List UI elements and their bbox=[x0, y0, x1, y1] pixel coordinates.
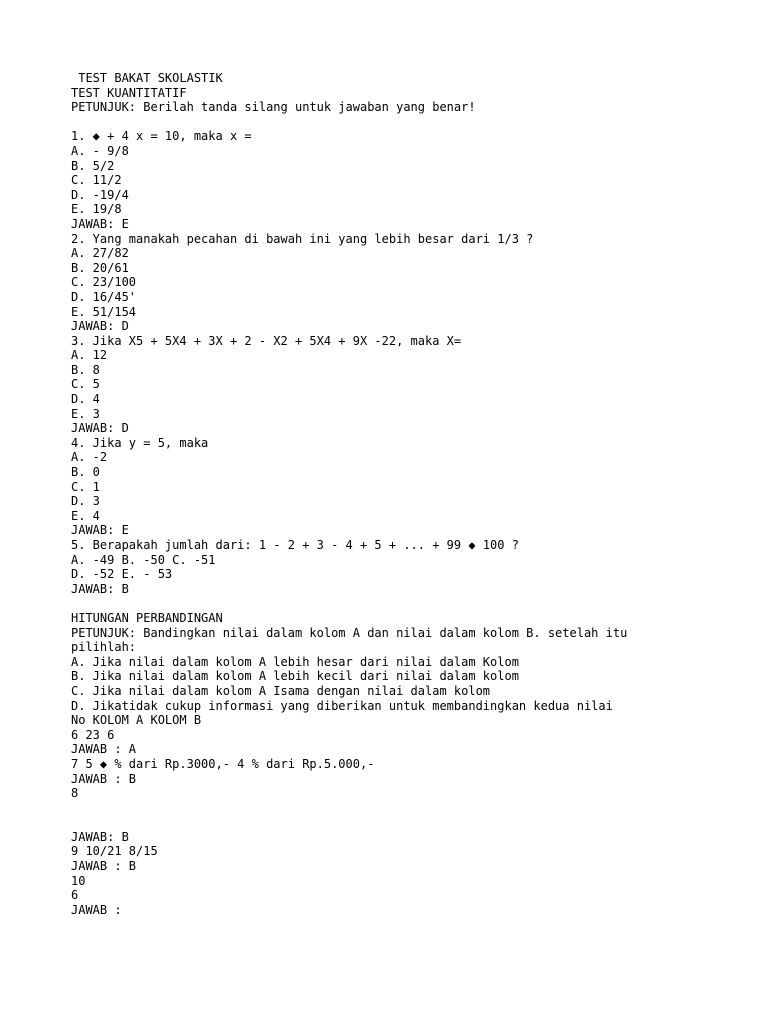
answer-text: JAWAB: E bbox=[71, 523, 129, 538]
option-text: A. 12 bbox=[71, 348, 108, 363]
option-text: E. 3 bbox=[71, 406, 100, 421]
section-heading: HITUNGAN PERBANDINGAN bbox=[71, 610, 223, 625]
answer-text: JAWAB: D bbox=[71, 421, 129, 436]
option-text: C. 11/2 bbox=[71, 173, 122, 188]
option-text: B. 0 bbox=[71, 465, 100, 480]
table-row: 6 bbox=[71, 888, 79, 903]
rule-text: D. Jikatidak cukup informasi yang diberikan untuk membandingkan kedua nilai bbox=[71, 698, 613, 713]
option-text: C. 1 bbox=[71, 479, 100, 494]
option-text: D. -19/4 bbox=[71, 187, 129, 202]
option-text: A. -49 B. -50 C. -51 bbox=[71, 552, 216, 567]
instruction-text: PETUNJUK: Bandingkan nilai dalam kolom A dan nilai dalam kolom B. setelah itu bbox=[71, 625, 628, 640]
option-text: E. 4 bbox=[71, 508, 100, 523]
question-text: 3. Jika X5 + 5X4 + 3X + 2 - X2 + 5X4 + 9X -22, maka X= bbox=[71, 333, 462, 348]
option-text: B. 5/2 bbox=[71, 158, 115, 173]
option-text: B. 20/61 bbox=[71, 260, 129, 275]
table-row: 9 10/21 8/15 bbox=[71, 844, 158, 859]
instruction-text: PETUNJUK: Berilah tanda silang untuk jawaban yang benar! bbox=[71, 100, 476, 115]
option-text: D. -52 E. - 53 bbox=[71, 567, 173, 582]
table-header: No KOLOM A KOLOM B bbox=[71, 713, 202, 728]
table-row: 8 bbox=[71, 786, 79, 801]
answer-text: JAWAB: D bbox=[71, 319, 129, 334]
document-title: TEST BAKAT SKOLASTIK bbox=[71, 71, 223, 85]
answer-text: JAWAB : B bbox=[71, 859, 137, 874]
option-text: D. 16/45' bbox=[71, 289, 137, 304]
question-text: 5. Berapakah jumlah dari: 1 - 2 + 3 - 4 + 5 + ... + 99 ◆ 100 ? bbox=[71, 538, 519, 552]
answer-text: JAWAB : bbox=[71, 902, 122, 917]
document-subtitle: TEST KUANTITATIF bbox=[71, 85, 187, 100]
option-text: D. 4 bbox=[71, 392, 100, 407]
option-text: A. 27/82 bbox=[71, 246, 129, 261]
answer-text: JAWAB : A bbox=[71, 742, 137, 757]
rule-text: A. Jika nilai dalam kolom A lebih hesar dari nilai dalam Kolom bbox=[71, 654, 519, 669]
option-text: A. -2 bbox=[71, 450, 108, 465]
table-row: 10 bbox=[71, 873, 86, 888]
option-text: D. 3 bbox=[71, 494, 100, 509]
answer-text: JAWAB: E bbox=[71, 216, 129, 231]
instruction-text: pilihlah: bbox=[71, 640, 137, 655]
option-text: C. 5 bbox=[71, 377, 100, 392]
answer-text: JAWAB : B bbox=[71, 771, 137, 786]
rule-text: C. Jika nilai dalam kolom A Isama dengan nilai dalam kolom bbox=[71, 683, 491, 698]
option-text: A. - 9/8 bbox=[71, 143, 129, 158]
option-text: E. 51/154 bbox=[71, 304, 137, 319]
answer-text: JAWAB: B bbox=[71, 581, 129, 596]
blank-line bbox=[71, 801, 751, 830]
table-row: 6 23 6 bbox=[71, 727, 115, 742]
table-row: 7 5 ◆ % dari Rp.3000,- 4 % dari Rp.5.000,- bbox=[71, 756, 375, 771]
option-text: C. 23/100 bbox=[71, 275, 137, 290]
answer-text: JAWAB: B bbox=[71, 829, 129, 844]
question-text: 4. Jika y = 5, maka bbox=[71, 435, 209, 450]
blank-line bbox=[71, 596, 751, 611]
option-text: E. 19/8 bbox=[71, 202, 122, 217]
option-text: B. 8 bbox=[71, 362, 100, 377]
rule-text: B. Jika nilai dalam kolom A lebih kecil dari nilai dalam kolom bbox=[71, 669, 519, 684]
blank-line bbox=[71, 115, 751, 130]
document-page bbox=[71, 71, 751, 917]
question-text: 2. Yang manakah pecahan di bawah ini yang lebih besar dari 1/3 ? bbox=[71, 231, 534, 246]
question-text: 1. ◆ + 4 x = 10, maka x = bbox=[71, 129, 252, 144]
